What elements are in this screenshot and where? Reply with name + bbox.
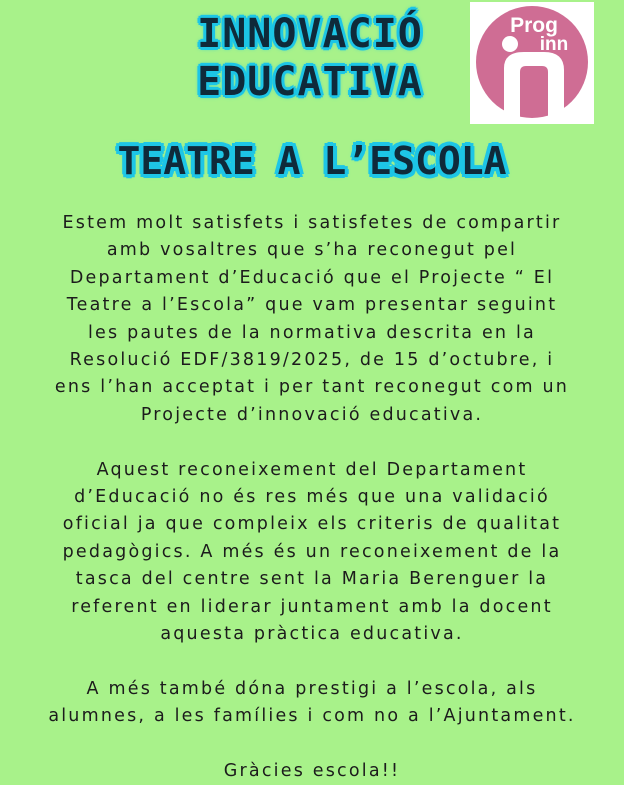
text-line: oficial ja que compleix els criteris de qualitat bbox=[62, 514, 562, 535]
text-line: A més també dóna prestigi a l’escola, als bbox=[86, 678, 538, 699]
text-line: Aquest reconeixement del Departament bbox=[96, 459, 528, 480]
title-line-1: INNOVACIÓ bbox=[197, 11, 423, 57]
proginn-logo-icon bbox=[470, 2, 594, 124]
text-line: Teatre a l’Escola” que vam presentar seguint bbox=[66, 295, 558, 316]
title-line-2: EDUCATIVA bbox=[197, 59, 423, 105]
paragraph-1 bbox=[20, 210, 604, 429]
paragraph-3 bbox=[20, 676, 604, 731]
text-line: les pautes de la normativa descrita en la bbox=[88, 322, 536, 343]
closing-thanks: Gràcies escola!! bbox=[223, 761, 401, 782]
text-line: referent en liderar juntament amb la docent bbox=[71, 596, 553, 617]
text-line: alumnes, a les famílies i com no a l’Ajuntament. bbox=[48, 706, 576, 727]
text-line: Resolució EDF/3819/2025, de 15 d’octubre, i bbox=[69, 350, 555, 371]
logo-text-bottom: inn bbox=[539, 34, 569, 55]
text-line: ens l’han acceptat i per tant reconegut com un bbox=[54, 377, 570, 398]
text-line: Projecte d’innovació educativa. bbox=[140, 404, 484, 425]
announcement-text bbox=[20, 210, 604, 785]
text-line: Departament d’Educació que el Projecte “ El bbox=[69, 267, 555, 288]
proginn-logo bbox=[470, 2, 594, 124]
text-line: pedagògics. A més és un reconeixement de la bbox=[62, 541, 562, 562]
text-line: aquesta pràctica educativa. bbox=[160, 624, 464, 645]
text-line: amb vosaltres que s’ha reconegut pel bbox=[106, 240, 518, 261]
subtitle: TEATRE A L’ESCOLA bbox=[117, 139, 507, 183]
text-line: d’Educació no és res més que una validació bbox=[74, 487, 550, 508]
paragraph-2 bbox=[20, 457, 604, 649]
text-line: tasca del centre sent la Maria Berenguer la bbox=[75, 569, 549, 590]
logo-text-top: Prog bbox=[510, 14, 558, 37]
text-line: Estem molt satisfets i satisfetes de compartir bbox=[62, 213, 562, 233]
